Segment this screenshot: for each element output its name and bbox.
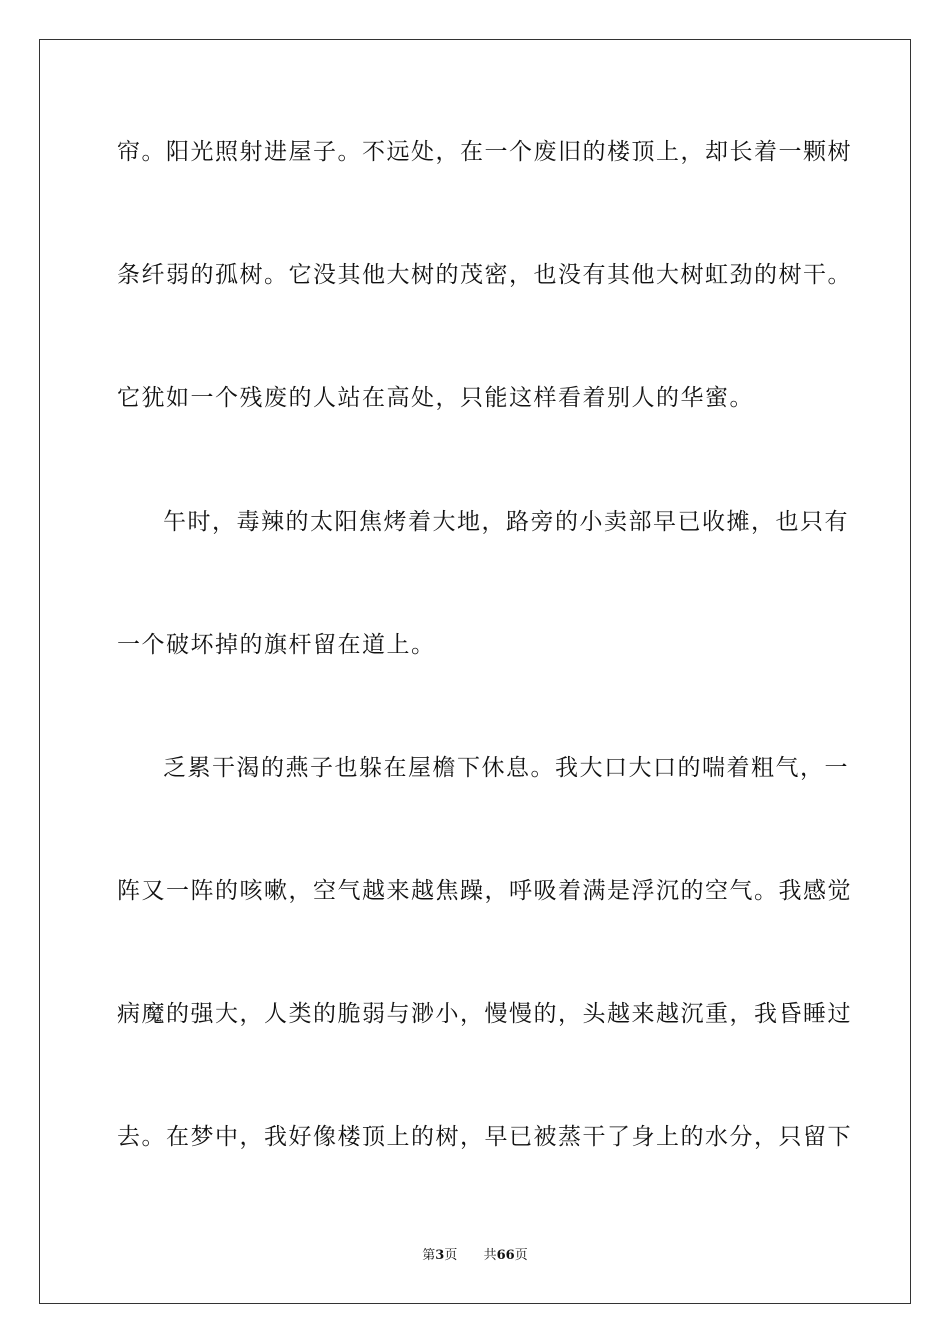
total-number: 66 bbox=[496, 1248, 515, 1263]
page-border bbox=[39, 39, 911, 1304]
text-line-9: 去。在梦中，我好像楼顶上的树，早已被蒸干了身上的水分，只留下 bbox=[117, 1124, 852, 1150]
text-line-7: 阵又一阵的咳嗽，空气越来越焦躁，呼吸着满是浮沉的空气。我感觉 bbox=[117, 878, 852, 904]
page-indicator bbox=[422, 1246, 457, 1266]
text-line-1: 帘。阳光照射进屋子。不远处，在一个废旧的楼顶上，却长着一颗树 bbox=[117, 139, 852, 165]
page-suffix: 页 bbox=[444, 1248, 458, 1263]
text-line-6-indented: 乏累干渴的燕子也躲在屋檐下休息。我大口大口的喘着粗气，一 bbox=[163, 755, 849, 781]
text-line-3: 它犹如一个残废的人站在高处，只能这样看着别人的华蜜。 bbox=[117, 385, 754, 411]
text-line-2: 条纤弱的孤树。它没其他大树的茂密，也没有其他大树虹劲的树干。 bbox=[117, 262, 852, 288]
total-prefix: 共 bbox=[483, 1248, 497, 1263]
text-line-8: 病魔的强大，人类的脆弱与渺小，慢慢的，头越来越沉重，我昏睡过 bbox=[117, 1001, 852, 1027]
page-number: 3 bbox=[435, 1248, 445, 1263]
text-line-5: 一个破坏掉的旗杆留在道上。 bbox=[117, 632, 436, 658]
total-suffix: 页 bbox=[514, 1248, 528, 1263]
page-prefix: 第 bbox=[422, 1248, 436, 1263]
text-line-4-indented: 午时，毒辣的太阳焦烤着大地，路旁的小卖部早已收摊，也只有 bbox=[163, 509, 849, 535]
total-pages-indicator bbox=[484, 1246, 528, 1266]
page-footer bbox=[0, 1246, 950, 1266]
